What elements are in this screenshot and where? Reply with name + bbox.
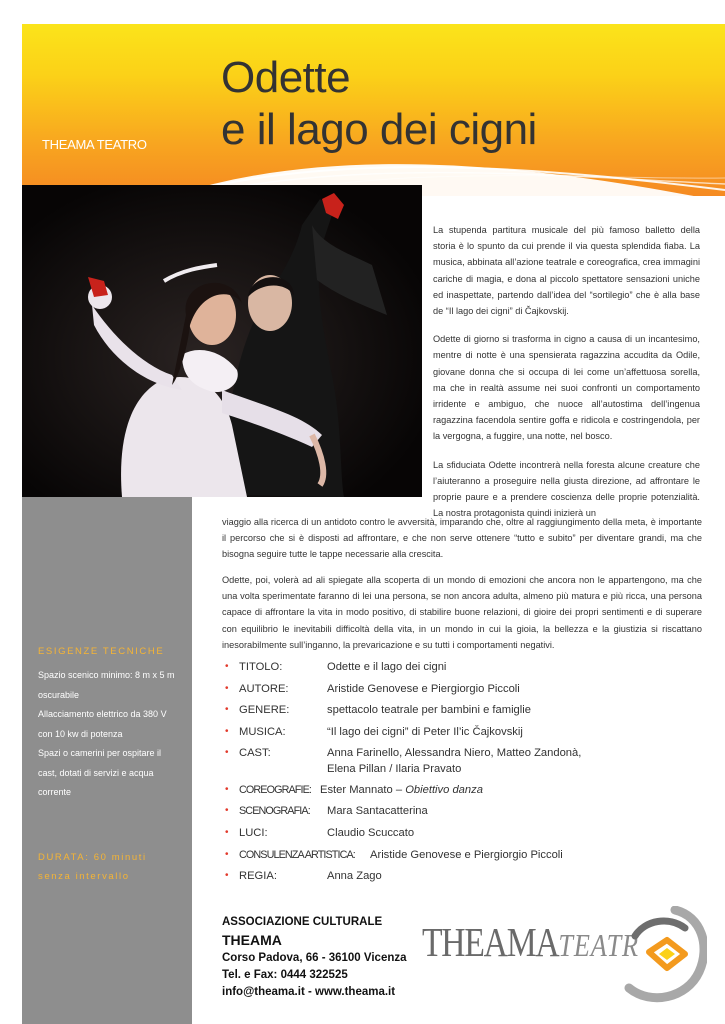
theama-logo-icon [615,906,707,1004]
credit-label: REGIA: [239,870,277,882]
credit-value: Odette e il lago dei cigni [327,661,447,673]
bullet-icon: • [225,827,229,838]
credit-value: Mara Santacatterina [327,805,428,817]
credit-value: Aristide Genovese e Piergiorgio Piccoli [370,849,563,861]
logo-sub: TEATR [558,927,639,963]
brand-label: THEAMA TEATRO [42,137,147,152]
credit-label: GENERE: [239,704,290,716]
credit-value: Anna Farinello, Alessandra Niero, Matteo Zandonà, [327,747,582,759]
bullet-icon: • [225,870,229,881]
credit-label: CAST: [239,747,271,759]
credit-value: Anna Zago [327,870,382,882]
body-paragraph-2: Odette, poi, volerà ad ali spiegate alla scoperta di un mondo di emozioni che ancora non le appartengono, ma che una volta sperimentate faranno di lei una persona, se non ancora adulta, almeno più matura e più ricca, una persona capace di affrontare la vita in modo positivo, di stabilire buone relazioni, di gioire dei propri sentimenti e di superare con equilibrio le inevitabili difficoltà della vita, in un mondo in cui la gioia, la bellezza e la giustizia si riscattano inesorabilmente sull’inganno, la prevaricazione e su tutti i comportamenti negativi. [222,575,702,650]
credit-label: MUSICA: [239,726,286,738]
page-title [221,52,537,156]
tech-line: cast, dotati di servizi e acqua [38,767,154,778]
bullet-icon: • [225,704,229,715]
credit-label: COREOGRAFIE: [239,784,311,796]
tech-line: Spazio scenico minimo: 8 m x 5 m [38,670,175,680]
association-label: ASSOCIAZIONE CULTURALE [222,916,383,928]
credit-label: CONSULENZA ARTISTICA: [239,849,355,861]
tech-line: con 10 kw di potenza [38,728,123,739]
sidebar-tech-panel [22,497,192,1024]
tech-requirements [38,666,188,803]
tech-heading: ESIGENZE TECNICHE [38,646,165,657]
credit-label: AUTORE: [239,683,289,695]
tech-line: oscurabile [38,689,80,700]
duration-block [38,848,147,886]
contact-address: Corso Padova, 66 - 36100 Vicenza [222,952,407,964]
header-banner [22,24,725,196]
credit-value-wrap [320,784,483,796]
credit-value-italic: Obiettivo danza [405,784,483,796]
bullet-icon: • [225,784,229,795]
title-line-1: Odette [221,53,351,102]
bullet-icon: • [225,726,229,737]
dancers-illustration [22,185,422,497]
credit-label: TITOLO: [239,661,283,673]
credit-label: SCENOGRAFIA: [239,805,310,817]
contact-web[interactable]: info@theama.it - www.theama.it [222,986,396,998]
bullet-icon: • [225,683,229,694]
credit-value: “Il lago dei cigni” di Peter Il’ic Čajkovskij [327,726,523,738]
credit-label: LUCI: [239,827,268,839]
credit-value: spettacolo teatrale per bambini e famiglie [327,704,531,716]
intro-text [433,222,700,533]
credit-value: Claudio Scuccato [327,827,415,839]
duration-note: senza intervallo [38,871,130,882]
intro-paragraph-1: La stupenda partitura musicale del più famoso balletto della storia è lo spunto da cui prende il via questa splendida fiaba. La musica, abbinata all’azione teatrale e coreografica, crea immagini cariche di magia, e dona al piccolo spettatore sensazioni uniche ed inaspettate, partendo dall’idea del “sortilegio” che è alla base de “Il lago dei cigni” di Čajkovskij. [433,225,700,317]
credit-value: Aristide Genovese e Piergiorgio Piccoli [327,683,520,695]
intro-paragraph-2: Odette di giorno si trasforma in cigno a causa di un incantesimo, mentre di notte è una spensierata ragazzina accudita da Odile, giovane donna che si occupa di lei come un’affettuosa sorella, ma che in realtà assume nei suoi confronti un comportamento irridente e ambiguo, che nuoce all’autostima dell’ingenua ragazzina facendola sentire goffa e ridicola e costringendola, per la vergogna, a fuggire, una notte, nel bosco. [433,334,700,442]
credit-value: Elena Pillan / Ilaria Pravato [327,763,462,775]
tech-line: corrente [38,787,72,797]
body-paragraph-1: viaggio alla ricerca di un antidoto contro le avversità, imparando che, oltre al raggiungimento della meta, è importante il percorso che si è disposti ad affrontare, e che non serve ottenere “tutto e subito” per diventare grandi, ma che bisogna seguire tutte le tappe necessarie alla crescita. [222,517,702,560]
contact-phone: Tel. e Fax: 0444 322525 [222,969,348,981]
tech-line: Spazi o camerini per ospitare il [38,748,162,758]
dance-photo [22,185,422,497]
credit-value: Ester Mannato – [320,784,406,796]
bullet-icon: • [225,849,229,860]
intro-paragraph-3: La sfiduciata Odette incontrerà nella foresta alcune creature che l’aiuteranno a proseguire nella giusta direzione, ad affrontare le proprie paure e a prendere coscienza delle proprie potenzialità. La nostra protagonista quindi inizierà un [433,459,700,519]
tech-line: Allacciamento elettrico da 380 V [38,709,167,719]
duration-line: DURATA: 60 minuti [38,852,147,863]
contact-block [222,914,407,1001]
bullet-icon: • [225,805,229,816]
theama-logo-text [422,918,639,966]
bullet-icon: • [225,661,229,672]
title-line-2: e il lago dei cigni [221,105,537,154]
association-name: THEAMA [222,932,282,948]
logo-main: THEAMA [422,919,559,965]
bullet-icon: • [225,747,229,758]
